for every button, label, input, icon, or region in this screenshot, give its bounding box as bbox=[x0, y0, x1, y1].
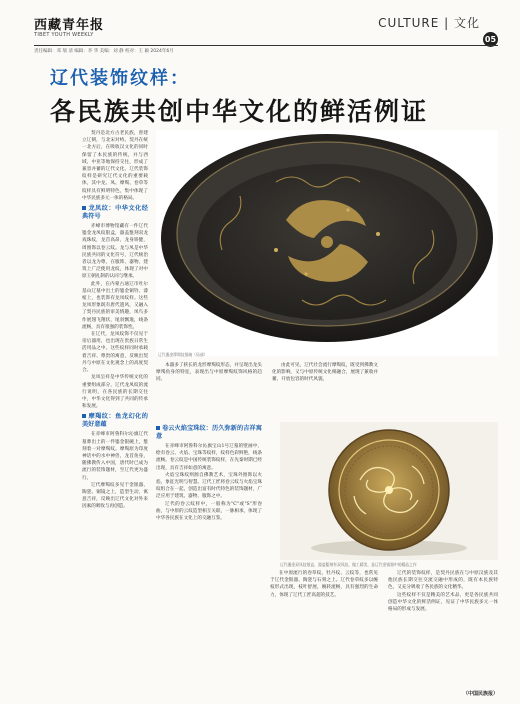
article-paragraph: 这些纹样不仅是精美的艺术品，更是各民族共同创造中华文化的鲜活例证，见证了中华民族多元一体格局的形成与发展。 bbox=[388, 592, 498, 613]
article-paragraph: 由此可见，辽代社会流行摩羯纹，既受到佛教文化的影响，又与中原传统文化相融合，展现了兼收并蓄、开放包容的时代风貌。 bbox=[272, 363, 378, 383]
section-heading: 卷云火焰宝珠纹：历久弥新的吉祥寓意 bbox=[156, 425, 262, 440]
article-column-lower-2 bbox=[270, 570, 378, 688]
page-number: 05 bbox=[483, 32, 498, 47]
article-paragraph: 辽代的装饰纹样，是契丹民族在与中原汉族及其他民族长期交往交流交融中形成的，既有本民族特色，又充分吸收了各民族的文化精华。 bbox=[388, 571, 498, 591]
article-paragraph: 在辽代，龙凤纹饰不仅见于帝后器用，也出现在贵族日常生活用品之中。这些纹样同时承载着吉祥、尊贵的寓意，反映出契丹与中原在文化观念上的高度契合。 bbox=[82, 332, 148, 374]
phoenix-box-photo bbox=[280, 422, 498, 560]
article-paragraph: 在赤峰市阿鲁科尔沁旗辽代墓葬出土的一件鎏金银碗上，錾刻着一对摩羯纹。摩羯原为印度神话中的水中神兽，龙首鱼身，随佛教传入中国，唐代时已成为流行的装饰题材，至辽代更为盛行。 bbox=[82, 432, 148, 481]
bowl-photo-caption: 辽代鎏金摩羯纹银碗（局部） bbox=[158, 352, 208, 357]
article-paragraph: 契丹是北方古老民族，曾建立辽朝，与北宋对峙。契丹在统一北方后，在吸收汉文化的同时保留了本民族的传统，并与西域、中亚等地保持交往，形成了兼容并蓄的辽代文化。辽代装饰纹样是研究辽代文化的重要载体，其中龙、凤、摩羯、卷草等纹样具有鲜明特色，集中体现了中华民族多元一体的格局。 bbox=[82, 131, 148, 201]
makara-bowl-image bbox=[156, 130, 498, 356]
section-heading: 龙凤纹：中华文化经典符号 bbox=[82, 205, 148, 221]
article-paragraph: 龙凤呈祥是中华传统文化的重要组成部分，辽代龙凤纹的流行说明，在各民族的长期交往中，中华文化得到了共同的传承和发展。 bbox=[82, 375, 148, 410]
article-paragraph: 赤峰市博物馆藏有一件辽代鎏金龙凤纹银盒，器盖錾刻双龙戏珠纹，龙首高昂，龙身矫健，周围饰以卷云纹。龙与凤是中华民族共同的文化符号，辽代统治者以龙为尊，在服饰、器物、建筑上广泛使用龙纹，体现了对中原王朝礼制的认同与继承。 bbox=[82, 224, 148, 280]
article-paragraph: 辽代的卷云纹样中，一般称为"C"或"S"形卷曲，与中原的云纹造型相互关联，一脉相承，体现了中华各民族在文化上的交融互鉴。 bbox=[156, 501, 262, 522]
headline-block bbox=[50, 64, 498, 128]
phoenix-box-image bbox=[280, 422, 498, 560]
article-paragraph: 本器多了狭长的龙形摩羯纹形态，并呈现出龙头摩羯鱼身的特征，表现出与中原摩羯纹饰风格的趋同。 bbox=[156, 363, 262, 383]
bowl-photo bbox=[156, 130, 498, 356]
headline-title: 各民族共创中华文化的鲜活例证 bbox=[50, 97, 429, 126]
article-column-1 bbox=[82, 130, 148, 688]
article-paragraph: 在赤峰市阿鲁科尔沁旗宝山1号辽墓的壁画中，绘有卷云、火焰、宝珠等纹样，纹样色彩鲜艳，线条流畅。卷云纹是中国传统装饰纹样，在先秦时期已经出现，具有吉祥如意的寓意。 bbox=[156, 444, 262, 471]
editor-credits: 责任编辑：邓 瑞 清 编辑：李 华 美编：刘 静 校对：王 颖 2024年6月 bbox=[34, 49, 174, 54]
article-paragraph: 火焰宝珠纹则源自佛教艺术，宝珠外围饰以火焰，象征光明与智慧。辽代工匠将卷云纹与火焰宝珠纹组合在一起，创造出富有时代特色的装饰题材，广泛应用于建筑、器物、服饰之中。 bbox=[156, 472, 262, 500]
paper-subtitle: TIBET YOUTH WEEKLY bbox=[34, 32, 94, 38]
masthead-rule bbox=[34, 45, 498, 46]
section-heading: 摩羯纹：鱼龙幻化的美好意蕴 bbox=[82, 413, 148, 429]
headline-kicker: 辽代装饰纹样： bbox=[50, 68, 190, 89]
article-paragraph: 在中原流行的卷草纹、牡丹纹、云纹等，也常见于辽代金银器、陶瓷与石刻之上。辽代卷草纹多以缠枝形式出现，枝叶舒展，婉转流畅，具有强烈的生命力，体现了辽代工匠高超的技艺。 bbox=[270, 571, 378, 598]
article-column-lower-1 bbox=[156, 422, 262, 688]
article-column-mid-1 bbox=[156, 362, 262, 414]
article-column-mid-2 bbox=[272, 362, 378, 414]
masthead bbox=[34, 12, 498, 56]
paper-name: 西藏青年报 bbox=[34, 18, 105, 33]
phoenix-box-caption: 辽代鎏金双凤纹银盒，器盖錾刻有双凤纹，做工精美，是辽代金银器中的精品之作 bbox=[280, 562, 417, 567]
article-column-right bbox=[388, 570, 498, 688]
section-tag: CULTURE | 文化 bbox=[378, 16, 480, 30]
article-source: （中国民族报） bbox=[462, 691, 498, 697]
article-paragraph: 此外，在内蒙古通辽市吐尔基山辽墓中出土的鎏金铜铃、漆棺上，也装饰有龙凤纹样。这些龙凤形象既有唐代遗风，又融入了契丹民族的审美情趣，凤鸟多作展翅飞翔状，尾羽飘逸，线条流畅，具有很强的装饰性。 bbox=[82, 281, 148, 330]
article-paragraph: 辽代摩羯纹多见于金银器、陶瓷、铜镜之上，造型生动，寓意吉祥，反映出辽代文化对外来因素的吸收与再创造。 bbox=[82, 482, 148, 510]
